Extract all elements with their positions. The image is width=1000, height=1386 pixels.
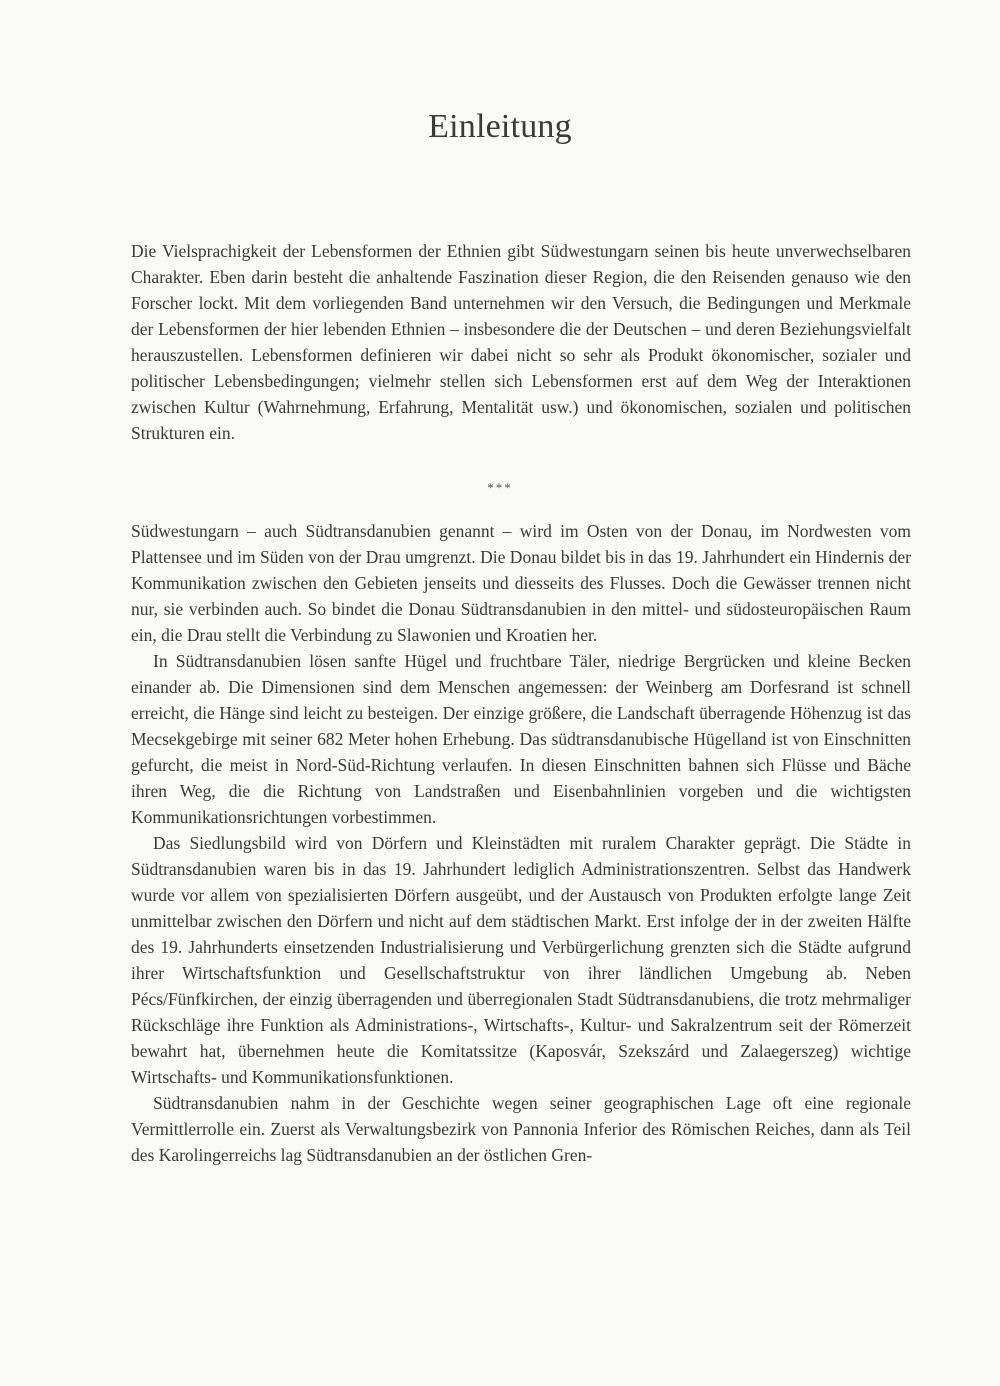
page-title: Einleitung bbox=[428, 108, 572, 145]
paragraph: In Südtransdanubien lösen sanfte Hügel und fruchtbare Täler, niedrige Bergrücken und kleine Becken einander ab. Die Dimensionen sind dem Menschen angemessen: der Weinberg am Dorfesrand ist schnell erreicht, die Hänge sind leicht zu besteigen. Der einzige größere, die Landschaft überragende Höhenzug ist das Mecsekgebirge mit seiner 682 Meter hohen Erhebung. Das südtransdanubische Hügelland ist von Einschnitten gefurcht, die meist in Nord-Süd-Richtung verlaufen. In diesen Einschnitten bahnen sich Flüsse und Bäche ihren Weg, die die Richtung von Landstraßen und Eisenbahnlinien vorgeben und die wichtigsten Kommunikationsrichtungen vorbestimmen. bbox=[131, 651, 911, 827]
section-separator: *** bbox=[487, 480, 513, 495]
intro-paragraph: Die Vielsprachigkeit der Lebensformen der Ethnien gibt Südwestungarn seinen bis heute unverwechselbaren Charakter. Eben darin besteht die anhaltende Faszination dieser Region, die den Reisenden genauso wie den Forscher lockt. Mit dem vorliegenden Band unternehmen wir den Versuch, die Bedingungen und Merkmale der Lebensformen der hier lebenden Ethnien – insbesondere die der Deutschen – und deren Beziehungsvielfalt herauszustellen. Lebensformen definieren wir dabei nicht so sehr als Produkt ökonomischer, sozialer und politischer Lebensbedingungen; vielmehr stellen sich Lebensformen erst auf dem Weg der Interaktionen zwischen Kultur (Wahrnehmung, Erfahrung, Mentalität usw.) und ökonomischen, sozialen und politischen Strukturen ein. bbox=[131, 241, 911, 443]
paragraph: Südwestungarn – auch Südtransdanubien genannt – wird im Osten von der Donau, im Nordwesten vom Plattensee und im Süden von der Drau umgrenzt. Die Donau bildet bis in das 19. Jahrhundert ein Hindernis der Kommunikation zwischen den Gebieten jenseits und diesseits des Flusses. Doch die Gewässer trennen nicht nur, sie verbinden auch. So bindet die Donau Südtransdanubien in den mittel- und südosteuropäischen Raum ein, die Drau stellt die Verbindung zu Slawonien und Kroatien her. bbox=[131, 521, 911, 645]
paragraph: Südtransdanubien nahm in der Geschichte wegen seiner geographischen Lage oft eine regionale Vermittlerrolle ein. Zuerst als Verwaltungsbezirk von Pannonia Inferior des Römischen Reiches, dann als Teil des Karolingerreichs lag Südtransdanubien an der östlichen Gren- bbox=[131, 1093, 911, 1165]
main-text bbox=[131, 518, 911, 1168]
paragraph: Das Siedlungsbild wird von Dörfern und Kleinstädten mit ruralem Charakter geprägt. Die Städte in Südtransdanubien waren bis in das 19. Jahrhundert lediglich Administrationszentren. Selbst das Handwerk wurde vor allem von spezialisierten Dörfern ausgeübt, und der Austausch von Produkten erfolgte lange Zeit unmittelbar zwischen den Dörfern und nicht auf dem städtischen Markt. Erst infolge der in der zweiten Hälfte des 19. Jahrhunderts einsetzenden Industrialisierung und Verbürgerlichung grenzten sich die Städte aufgrund ihrer Wirtschaftsfunktion und Gesellschaftstruktur von ihrer ländlichen Umgebung ab. Neben Pécs/Fünfkirchen, der einzig überragenden und überregionalen Stadt Südtransdanubiens, die trotz mehrmaliger Rückschläge ihre Funktion als Administrations-, Wirtschafts-, Kultur- und Sakralzentrum seit der Römerzeit bewahrt hat, übernehmen heute die Komitatssitze (Kaposvár, Szekszárd und Zalaegerszeg) wichtige Wirtschafts- und Kommunikationsfunktionen. bbox=[131, 833, 911, 1087]
